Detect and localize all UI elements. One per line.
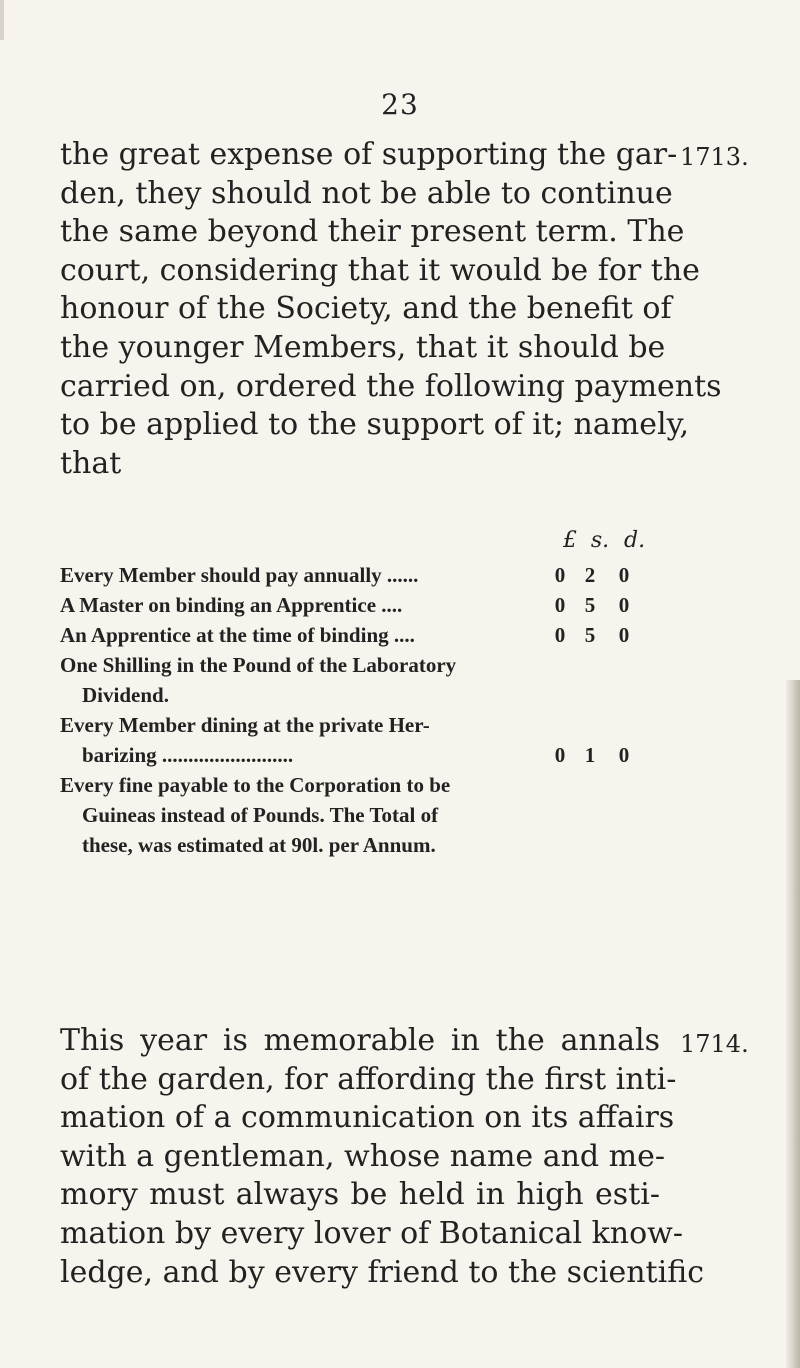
row-description: these, was estimated at 90l. per Annum. <box>82 833 436 857</box>
table-row <box>60 560 660 590</box>
text-line: carried on, ordered the following payments <box>60 368 722 404</box>
amount-pence: 0 <box>618 623 630 647</box>
text-line: ledge, and by every friend to the scientific <box>60 1254 705 1290</box>
row-description: Guineas instead of Pounds. The Total of <box>82 803 439 827</box>
page-number: 23 <box>381 88 419 121</box>
page-edge-left <box>0 0 4 40</box>
amount-pounds: 0 <box>554 623 566 647</box>
pence-header: d. <box>624 528 646 553</box>
row-description: Every Member should pay annually ...... <box>60 563 419 587</box>
row-description: An Apprentice at the time of binding .... <box>60 623 415 647</box>
row-description: A Master on binding an Apprentice .... <box>60 593 403 617</box>
row-description: barizing ......................... <box>82 743 294 767</box>
amount-pence: 0 <box>618 563 630 587</box>
amount-shillings: 1 <box>584 743 596 767</box>
amount-pence: 0 <box>618 743 630 767</box>
row-description: Every Member dining at the private Her- <box>60 713 430 737</box>
text-line: with a gentleman, whose name and me- <box>60 1138 665 1174</box>
row-description: Every fine payable to the Corporation to be <box>60 773 451 797</box>
table-row <box>60 650 660 680</box>
table-row <box>60 710 660 740</box>
table-row-continuation <box>60 740 660 770</box>
text-line: of the garden, for affording the first inti- <box>60 1061 677 1097</box>
table-row <box>60 770 660 800</box>
table-row <box>60 620 660 650</box>
text-line: that <box>60 445 122 481</box>
text-line: the same beyond their present term. The <box>60 214 685 250</box>
row-description: One Shilling in the Pound of the Laboratory <box>60 653 457 677</box>
table-row <box>60 590 660 620</box>
amount-shillings: 5 <box>584 623 596 647</box>
table-row-continuation <box>60 800 660 830</box>
amount-pence: 0 <box>618 593 630 617</box>
amount-shillings: 2 <box>584 563 596 587</box>
text-line: the younger Members, that it should be <box>60 329 666 365</box>
paragraph-2 <box>60 1022 705 1292</box>
currency-header <box>560 528 660 558</box>
table-row-continuation <box>60 830 660 860</box>
text-line: to be applied to the support of it; namely, <box>60 407 690 443</box>
text-line: court, considering that it would be for the <box>60 252 700 288</box>
text-line: mory must always be held in high esti- <box>60 1177 660 1213</box>
amount-pounds: 0 <box>554 743 566 767</box>
payments-table <box>60 560 660 860</box>
text-line: den, they should not be able to continue <box>60 175 673 211</box>
amount-pounds: 0 <box>554 563 566 587</box>
text-line: mation by every lover of Botanical know- <box>60 1215 683 1251</box>
text-line: the great expense of supporting the gar- <box>60 137 678 172</box>
text-line: honour of the Society, and the benefit of <box>60 291 672 327</box>
margin-year-1714: 1714. <box>680 1030 749 1058</box>
text-line: This year is memorable in the annals <box>60 1023 660 1058</box>
amount-shillings: 5 <box>584 593 596 617</box>
text-line: mation of a communication on its affairs <box>60 1100 675 1136</box>
margin-year-1713: 1713. <box>680 143 749 171</box>
page-edge-right <box>786 680 800 1368</box>
amount-pounds: 0 <box>554 593 566 617</box>
shillings-header: s. <box>590 528 610 553</box>
row-description: Dividend. <box>82 683 169 707</box>
pounds-header: £ <box>563 528 577 553</box>
table-row-continuation <box>60 680 660 710</box>
